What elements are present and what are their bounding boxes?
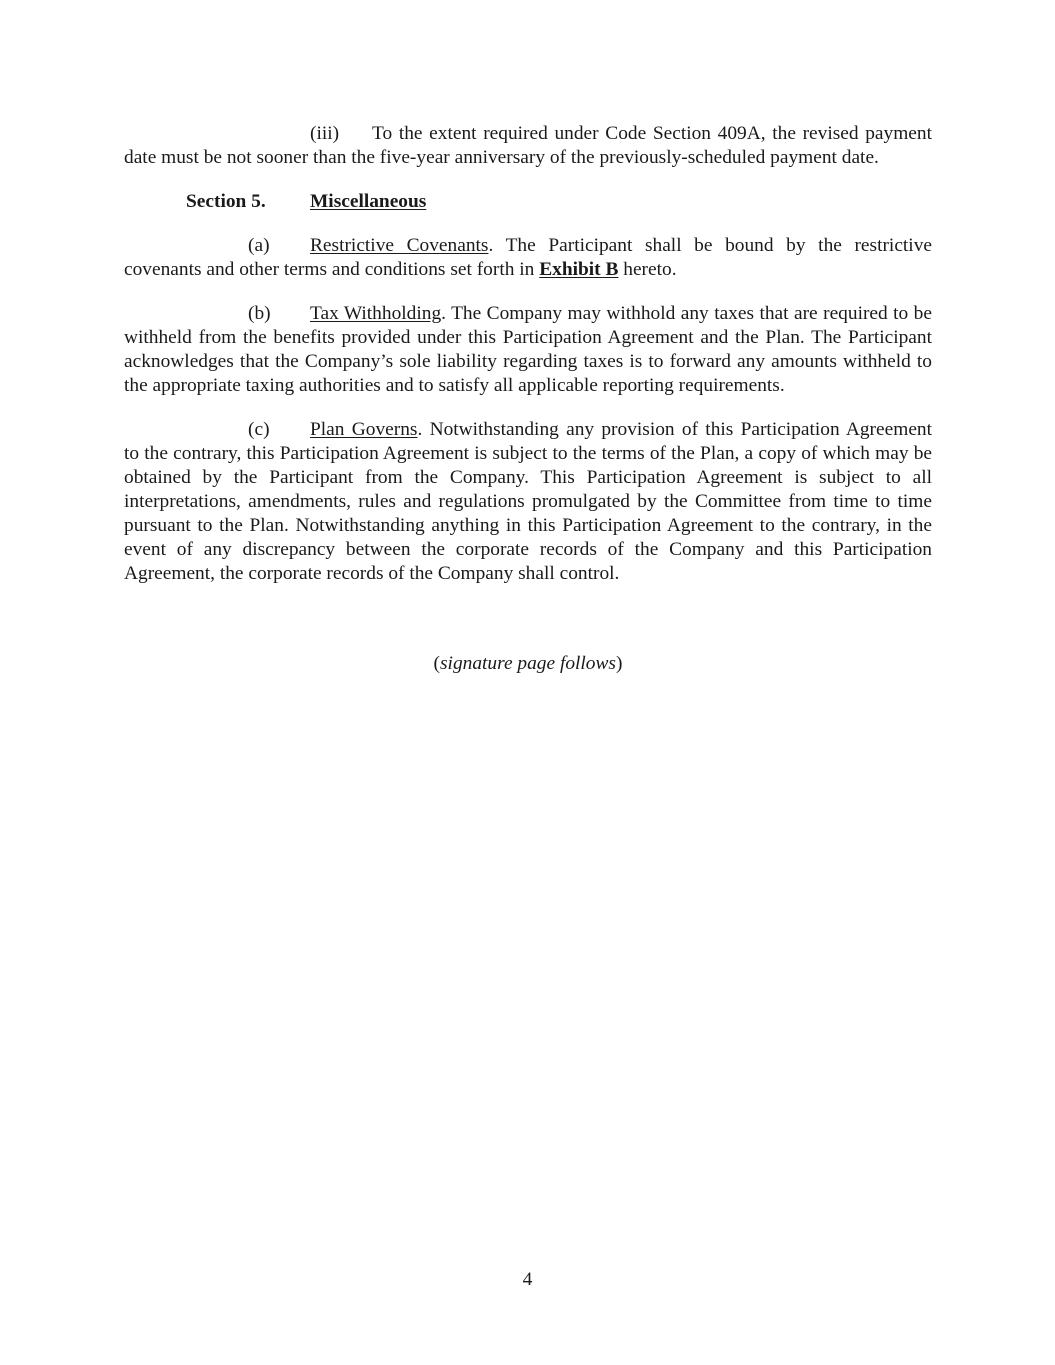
- paragraph-c: [124, 418, 932, 586]
- paragraph-heading: Tax Withholding: [310, 303, 442, 324]
- paragraph-text: . The Participant shall be bound by the restrictive covenants and other terms and conditions set forth in: [124, 235, 932, 280]
- paren-open: (: [433, 653, 441, 674]
- exhibit-reference: Exhibit B: [539, 259, 619, 280]
- section-title: Miscellaneous: [310, 191, 427, 212]
- signature-note-text: signature page follows: [440, 653, 616, 674]
- signature-page-note: [124, 652, 932, 676]
- paragraph-iii: [124, 122, 932, 170]
- paragraph-b: [124, 302, 932, 398]
- paragraph-text: . The Company may withhold any taxes that are required to be withheld from the benefits provided under this Participation Agreement and the Plan. The Participant acknowledges that the Company’s sole liability regarding taxes is to forward any amounts withheld to the appropriate taxing authorities and to satisfy all applicable reporting requirements.: [124, 303, 932, 396]
- paragraph-text: . Notwithstanding any provision of this Participation Agreement to the contrary, this Participation Agreement is subject to the terms of the Plan, a copy of which may be obtained by the Participant from the Company. This Participation Agreement is subject to all interpretations, amendments, rules and regulations promulgated by the Committee from time to time pursuant to the Plan. Notwithstanding anything in this Participation Agreement to the contrary, in the event of any discrepancy between the corporate records of the Company and this Participation Agreement, the corporate records of the Company shall control.: [124, 419, 933, 584]
- paragraph-number: (a): [248, 235, 270, 256]
- paragraph-heading: Plan Governs: [310, 419, 418, 440]
- paragraph-text: To the extent required under Code Section 409A, the revised payment date must be not sooner than the five-year anniversary of the previously-scheduled payment date.: [124, 123, 932, 168]
- document-page: [124, 122, 932, 676]
- paren-close: ): [615, 653, 623, 674]
- section-heading: [124, 190, 932, 214]
- paragraph-a: [124, 234, 932, 282]
- page-number: 4: [522, 1269, 533, 1290]
- paragraph-number: (c): [248, 419, 270, 440]
- section-label: Section 5.: [186, 191, 266, 212]
- paragraph-number: (iii): [310, 123, 340, 144]
- paragraph-number: (b): [248, 303, 271, 324]
- paragraph-text-end: hereto.: [618, 259, 677, 280]
- paragraph-heading: Restrictive Covenants: [310, 235, 489, 256]
